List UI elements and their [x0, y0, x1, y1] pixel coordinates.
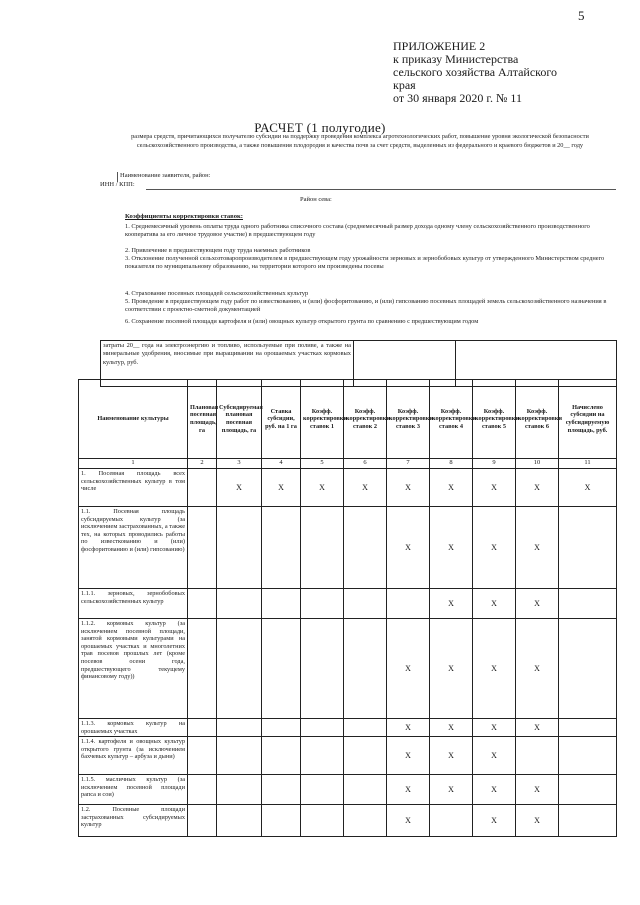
table-cell: X	[430, 507, 473, 589]
table-cell	[559, 775, 617, 805]
table-cell: X	[516, 805, 559, 837]
table-cell: X	[559, 469, 617, 507]
table-cell	[262, 619, 301, 719]
table-cell	[559, 589, 617, 619]
culture-name-cell: 1.1.2. кормовых культур (за исключением посевной площади, занятой кормовыми культурами на орошаемых участках и многолетних трав посевов прошлых лет (кроме посевов осени года, предшествующего текущему финансовому году))	[79, 619, 188, 719]
table-row	[79, 507, 617, 589]
table-cell	[516, 737, 559, 775]
table-cell	[301, 507, 344, 589]
header-cell: Плановая посевная площадь, га	[188, 380, 217, 459]
table-cell	[301, 775, 344, 805]
table-cell	[262, 775, 301, 805]
culture-name-cell: 1.1. Посевная площадь субсидируемых культур (за исключением застрахованных, а также тех, на которых проводились работы по известкованию и (или) фосфоритованию и (или) гипсованию)	[79, 507, 188, 589]
table-cell: X	[473, 775, 516, 805]
appendix-block	[393, 40, 623, 105]
table-cell	[344, 775, 387, 805]
column-number: 4	[262, 459, 301, 469]
table-cell	[188, 805, 217, 837]
table-cell	[559, 507, 617, 589]
table-cell: X	[387, 719, 430, 737]
culture-name-cell: 1.2. Посевные площади застрахованных субсидируемых культур	[79, 805, 188, 837]
table-row	[79, 719, 617, 737]
table-cell	[559, 619, 617, 719]
table-cell: X	[387, 737, 430, 775]
header-cell: Коэфф. корректировки ставок 4	[430, 380, 473, 459]
header-cell: Коэфф. корректировки ставок 5	[473, 380, 516, 459]
table-cell	[344, 619, 387, 719]
appendix-line: к приказу Министерства	[393, 52, 519, 66]
table-row	[79, 589, 617, 619]
table-cell: X	[516, 507, 559, 589]
table-cell: X	[387, 469, 430, 507]
header-cell: Коэфф. корректировки ставок 2	[344, 380, 387, 459]
table-cell: X	[473, 719, 516, 737]
column-number: 2	[188, 459, 217, 469]
table-cell: X	[262, 469, 301, 507]
table-cell	[217, 619, 262, 719]
applicant-label: Наименование заявителя, район:	[120, 172, 211, 179]
table-cell: X	[387, 805, 430, 837]
coefficient-item: 5. Проведение в предшествующем году работ по известкованию, и (или) фосфоритованию, и (или) гипсованию посевных площадей земель сельскохозяйственного назначения в соответствии с проектно-сметной документацией	[125, 298, 607, 314]
table-row	[79, 805, 617, 837]
table-cell: X	[217, 469, 262, 507]
header-cell: Коэфф. корректировки ставок 3	[387, 380, 430, 459]
table-cell: X	[387, 507, 430, 589]
coefficients-heading: Коэффициенты корректировки ставок:	[125, 213, 243, 220]
header-cell: Начислено субсидии на субсидируемую площадь, руб.	[559, 380, 617, 459]
column-number: 3	[217, 459, 262, 469]
table-cell	[301, 719, 344, 737]
table-cell	[217, 775, 262, 805]
table-cell	[559, 719, 617, 737]
table-cell: X	[516, 469, 559, 507]
column-number-row	[79, 459, 617, 469]
table-cell	[344, 719, 387, 737]
appendix-line: от 30 января 2020 г. № 11	[393, 91, 522, 105]
table-cell	[262, 507, 301, 589]
table-cell	[217, 719, 262, 737]
table-cell: X	[516, 619, 559, 719]
table-cell: X	[430, 469, 473, 507]
table-cell: X	[430, 619, 473, 719]
table-cell	[387, 589, 430, 619]
table-cell	[217, 589, 262, 619]
table-row	[79, 619, 617, 719]
table-cell	[344, 589, 387, 619]
table-row	[79, 737, 617, 775]
column-number: 8	[430, 459, 473, 469]
table-cell: X	[516, 719, 559, 737]
table-cell: X	[387, 619, 430, 719]
table-cell	[344, 737, 387, 775]
appendix-line: ПРИЛОЖЕНИЕ 2	[393, 39, 486, 53]
coefficient-item: 2. Привлечение в предшествующем году труда наемных работников	[125, 247, 311, 254]
column-number: 9	[473, 459, 516, 469]
table-cell: X	[516, 589, 559, 619]
table-cell: X	[430, 589, 473, 619]
table-row	[79, 775, 617, 805]
table-cell	[344, 805, 387, 837]
page-number: 5	[578, 8, 585, 23]
culture-name-cell: 1.1.5. масличных культур (за исключением посевной площади рапса и сои)	[79, 775, 188, 805]
column-number: 1	[79, 459, 188, 469]
table-cell	[188, 719, 217, 737]
culture-name-cell: 1.1.4. картофеля и овощных культур открытого грунта (за исключением бахчевых культур – арбуза и дыни)	[79, 737, 188, 775]
table-cell: X	[344, 469, 387, 507]
table-cell	[559, 805, 617, 837]
culture-name-cell: 1.1.3. кормовых культур на орошаемых участках	[79, 719, 188, 737]
table-cell: X	[473, 737, 516, 775]
table-cell: X	[430, 737, 473, 775]
coefficient-item: 4. Страхование посевных площадей сельскохозяйственных культур	[125, 290, 309, 297]
table-cell	[217, 737, 262, 775]
coefficient-item: 6. Сохранение посевной площади картофеля и (или) овощных культур открытого грунта по сравнению с предшествующим годом	[125, 318, 479, 325]
appendix-line: сельского хозяйства Алтайского	[393, 65, 558, 79]
table-cell	[217, 507, 262, 589]
culture-name-cell: 1.1.1. зерновых, зернобобовых сельскохозяйственных культур	[79, 589, 188, 619]
table-cell	[430, 805, 473, 837]
table-cell	[301, 737, 344, 775]
appendix-line: края	[393, 78, 416, 92]
table-cell	[262, 589, 301, 619]
table-cell: X	[473, 589, 516, 619]
table-cell	[188, 775, 217, 805]
document-title: РАСЧЕТ (1 полугодие)	[254, 120, 386, 135]
table-cell	[188, 507, 217, 589]
inn-field-line	[146, 189, 616, 190]
column-number: 7	[387, 459, 430, 469]
header-cell: Наименование культуры	[79, 380, 188, 459]
region-label: Район сева:	[300, 196, 332, 203]
table-cell	[344, 507, 387, 589]
table-cell	[188, 469, 217, 507]
table-cell: X	[430, 775, 473, 805]
column-number: 10	[516, 459, 559, 469]
column-number: 5	[301, 459, 344, 469]
header-cell: Коэфф. корректировки ставок 6	[516, 380, 559, 459]
table-row	[79, 469, 617, 507]
calculation-table	[78, 379, 617, 837]
table-body	[79, 469, 617, 837]
table-cell: X	[473, 619, 516, 719]
table-cell: X	[301, 469, 344, 507]
culture-name-cell: 1. Посевная площадь всех сельскохозяйственных культур в том числе	[79, 469, 188, 507]
table-cell	[262, 737, 301, 775]
header-cell: Ставка субсидии, руб. на 1 га	[262, 380, 301, 459]
table-cell	[301, 619, 344, 719]
table-cell	[188, 619, 217, 719]
table-cell	[301, 805, 344, 837]
table-cell	[262, 805, 301, 837]
expenses-text: затраты 20__ года на электроэнергию и топливо, используемые при поливе, а также на минеральные удобрения, вносимые при выращивании на орошаемых участках кормовых культур, руб.	[103, 342, 351, 366]
table-cell	[188, 589, 217, 619]
table-cell: X	[473, 507, 516, 589]
table-cell	[262, 719, 301, 737]
table-cell: X	[430, 719, 473, 737]
column-number: 6	[344, 459, 387, 469]
table-cell	[301, 589, 344, 619]
inn-label: ИНН / КПП:	[100, 181, 135, 188]
document-subtitle: размера средств, причитающихся получателю субсидии на поддержку проведения комплекса агротехнологических работ, повышение уровня экологической безопасности сельскохозяйственного производства, а также повышения плодородия и качества почв за счет средств, выделенных из федерального и краевого бюджетов и 20__ году	[131, 133, 589, 149]
table-cell: X	[516, 775, 559, 805]
coefficient-item: 1. Среднемесячный уровень оплаты труда одного работника списочного состава (среднемесячный размер дохода одному члену сельскохозяйственного производственного кооператива за его личное трудовое участие) в предшествующем году	[125, 223, 590, 239]
table-cell	[217, 805, 262, 837]
column-number: 11	[559, 459, 617, 469]
table-cell: X	[473, 805, 516, 837]
table-cell: X	[473, 469, 516, 507]
table-header-row	[79, 380, 617, 459]
coefficient-item: 3. Отклонение полученной сельхозтоваропроизводителем в предшествующем году урожайности зерновых и зернобобовых культур от утвержденного Министерством среднего показателя по муниципальному образованию, на территории которого им произведены посевы	[125, 255, 605, 271]
table-cell	[188, 737, 217, 775]
table-cell	[559, 737, 617, 775]
header-cell: Коэфф. корректировки ставок 1	[301, 380, 344, 459]
table-cell: X	[387, 775, 430, 805]
header-cell: Субсидируемая плановая посевная площадь, га	[217, 380, 262, 459]
